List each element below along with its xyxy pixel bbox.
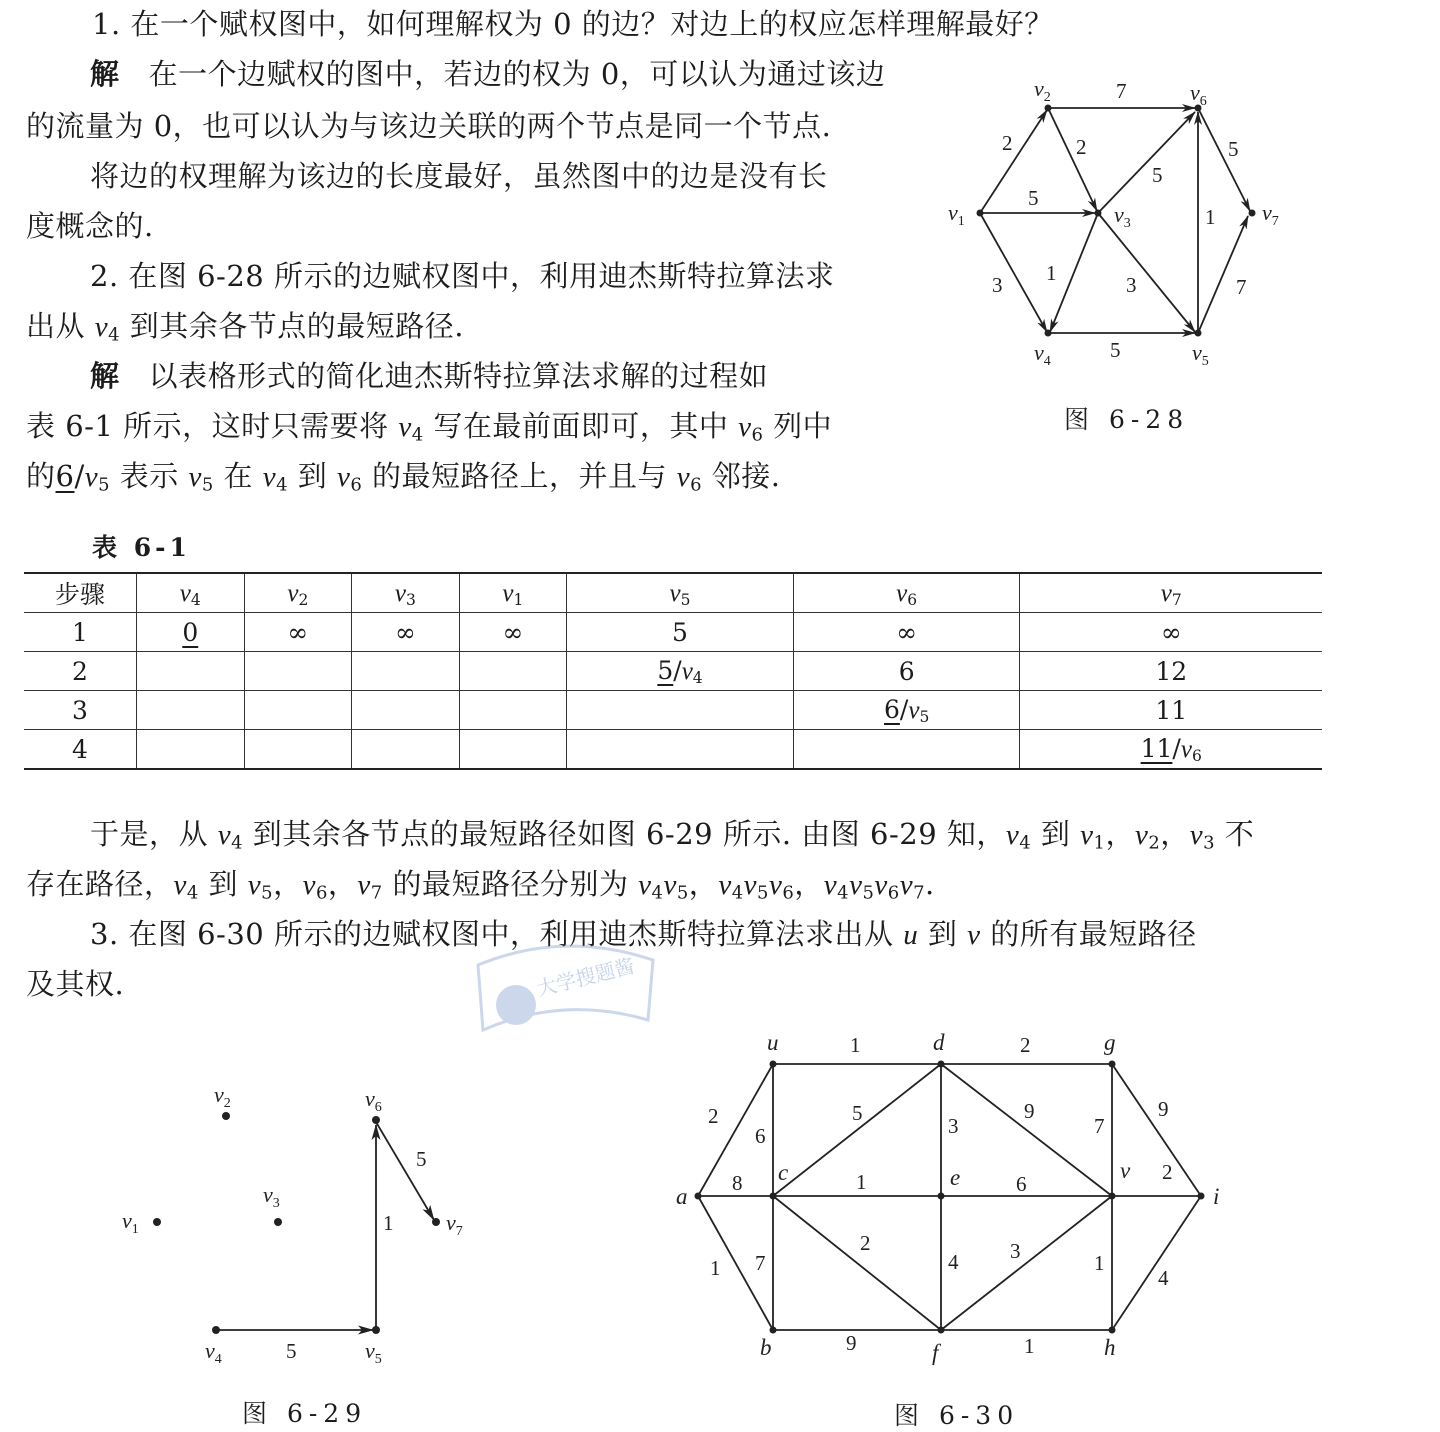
cell	[244, 652, 352, 691]
edge-v1-v4	[980, 213, 1047, 332]
weight-v2-v6: 7	[1116, 79, 1127, 103]
edge-v6-v7	[376, 1122, 434, 1220]
weight-v5-v7: 7	[1236, 275, 1247, 299]
node-v7	[1249, 210, 1256, 217]
text-span: 的	[26, 459, 56, 493]
cell	[137, 691, 245, 730]
weight-c-b: 7	[755, 1251, 766, 1275]
table-row	[24, 652, 1322, 691]
weight-v6-v7: 5	[416, 1147, 427, 1171]
cell	[137, 652, 245, 691]
weight-g-v: 7	[1094, 1114, 1105, 1138]
text-span: 到	[198, 867, 248, 901]
weight-v4-v5: 5	[1110, 338, 1121, 362]
cell: 5	[567, 613, 794, 652]
node-v7	[432, 1218, 440, 1226]
edge-v6-v7	[1198, 108, 1250, 211]
table-row	[24, 613, 1322, 652]
table-6-1-caption: 表 6-1	[92, 533, 191, 562]
weight-v1-v2: 2	[1002, 131, 1013, 155]
cell	[137, 613, 245, 652]
cell	[567, 691, 794, 730]
label-v3: $v_3$	[263, 1182, 280, 1211]
label-v7: $v_7$	[446, 1210, 463, 1239]
text-span: 到	[918, 917, 968, 951]
text-span: 在	[213, 459, 263, 493]
watermark-text: 大学搜题酱	[534, 953, 637, 1001]
weight-v5-v6: 1	[1205, 205, 1216, 229]
text-span: 邻接.	[702, 459, 781, 493]
weight-g-i: 9	[1158, 1097, 1169, 1121]
label-h: h	[1104, 1335, 1116, 1360]
edge-v3-v4	[1050, 213, 1098, 332]
cell: 3	[24, 691, 137, 730]
label-v7: $v_7$	[1262, 200, 1279, 229]
text-span: 到其余各节点的最短路径.	[120, 309, 464, 343]
after-line1: 于是，从 $v_4$ 到其余各节点的最短路径如图 6-29 所示. 由图 6-29 知，$v_4$ 到 $v_1$，$v_2$，$v_3$ 不	[90, 817, 1255, 854]
header-v7: $v_7$	[1020, 573, 1322, 613]
cell: 4	[24, 730, 137, 770]
cell-v7-final: $11/v_6$	[1020, 730, 1322, 770]
node-e	[938, 1193, 945, 1200]
header-v6: $v_6$	[793, 573, 1020, 613]
weight-v3-v4: 1	[1046, 261, 1057, 285]
text-span: 的最短路径分别为	[382, 867, 639, 901]
header-v4: $v_4$	[137, 573, 245, 613]
node-d	[938, 1061, 945, 1068]
label-v6: $v_6$	[365, 1086, 382, 1115]
label-v3: $v_3$	[1114, 202, 1131, 231]
label-a: a	[676, 1184, 688, 1209]
label-d: d	[933, 1030, 945, 1055]
node-u	[770, 1061, 777, 1068]
figure-6-30	[660, 1025, 1230, 1380]
edge-c-f	[773, 1196, 941, 1330]
cell	[567, 730, 794, 770]
weight-d-g: 2	[1020, 1033, 1031, 1057]
label-b: b	[760, 1335, 772, 1360]
label-v1: $v_1$	[948, 200, 965, 229]
text-span: 于是，从	[90, 817, 218, 851]
cell: 6	[793, 652, 1020, 691]
weight-u-c: 6	[755, 1124, 766, 1148]
text-span: 列中	[763, 409, 833, 443]
cell	[459, 691, 567, 730]
q2-line1: 2. 在图 6-28 所示的边赋权图中，利用迪杰斯特拉算法求	[90, 259, 835, 293]
weight-a-b: 1	[710, 1256, 721, 1280]
weight-e-v: 6	[1016, 1172, 1027, 1196]
node-v4	[212, 1326, 220, 1334]
weight-b-f: 9	[846, 1331, 857, 1355]
node-v	[1109, 1193, 1116, 1200]
weight-f-v: 3	[1010, 1239, 1021, 1263]
label-e: e	[950, 1165, 961, 1190]
node-v5	[372, 1326, 380, 1334]
weight-u-d: 1	[850, 1033, 861, 1057]
cell-value: 0	[182, 617, 199, 647]
cell: ∞	[793, 613, 1020, 652]
q2-line4: 表 6-1 所示，这时只需要将 $v_4$ 写在最前面即可，其中 $v_6$ 列中	[26, 409, 833, 446]
weight-c-d: 5	[852, 1101, 863, 1125]
label-v5: $v_5$	[365, 1338, 382, 1367]
weight-a-c: 8	[732, 1171, 743, 1195]
header-step: 步骤	[24, 573, 137, 613]
weight-a-u: 2	[708, 1104, 719, 1128]
text-span: 到其余各节点的最短路径如图 6-29 所示. 由图 6-29 知，	[243, 817, 1006, 851]
cell-v5-final: $5/v_4$	[567, 652, 794, 691]
q1-answer-line1	[90, 56, 885, 92]
header-v2: $v_2$	[244, 573, 352, 613]
text-span: 3. 在图 6-30 所示的边赋权图中，利用迪杰斯特拉算法求出从	[90, 917, 904, 951]
weight-v6-v7: 5	[1228, 137, 1239, 161]
weight-v-i: 2	[1162, 1160, 1173, 1184]
weight-v5-v6: 1	[383, 1211, 394, 1235]
weight-e-f: 4	[948, 1250, 959, 1274]
q1-answer-text: 在一个边赋权的图中，若边的权为 0，可以认为通过该边	[148, 57, 886, 91]
watermark-stamp	[468, 935, 658, 1040]
figure-6-30-caption: 图 6-30	[894, 1401, 1020, 1430]
text-span: 到	[288, 459, 337, 493]
label-v1: $v_1$	[122, 1208, 139, 1237]
weight-v4-v5: 5	[286, 1339, 297, 1363]
node-v5	[1195, 330, 1202, 337]
text-span: 存在路径，	[26, 867, 174, 901]
solution-label: 解	[90, 359, 120, 393]
cell	[137, 730, 245, 770]
weight-d-e: 3	[948, 1114, 959, 1138]
node-v1	[153, 1218, 161, 1226]
cell: 2	[24, 652, 137, 691]
edge-d-v	[941, 1064, 1112, 1196]
node-v2	[1045, 105, 1052, 112]
cell	[459, 652, 567, 691]
cell: 11	[1020, 691, 1322, 730]
q3-line1: 3. 在图 6-30 所示的边赋权图中，利用迪杰斯特拉算法求出从 u 到 v 的所有最短路径	[90, 917, 1197, 951]
weight-v3-v6: 5	[1152, 163, 1163, 187]
edge-i-h	[1112, 1196, 1201, 1330]
label-i: i	[1213, 1184, 1220, 1209]
label-g: g	[1104, 1030, 1116, 1055]
weight-v-h: 1	[1094, 1251, 1105, 1275]
node-g	[1109, 1061, 1116, 1068]
figure-6-29	[110, 1080, 490, 1380]
table-row	[24, 691, 1322, 730]
label-v6: $v_6$	[1190, 80, 1207, 109]
node-h	[1109, 1327, 1116, 1334]
cell: 1	[24, 613, 137, 652]
text-span: 以表格形式的简化迪杰斯特拉算法求解的过程如	[148, 359, 769, 393]
figure-6-29-caption: 图 6-29	[242, 1399, 368, 1428]
cell	[352, 691, 460, 730]
node-c	[770, 1193, 777, 1200]
node-v1	[977, 210, 984, 217]
node-a	[695, 1193, 702, 1200]
cell: ∞	[1020, 613, 1322, 652]
cell: ∞	[244, 613, 352, 652]
cell	[244, 691, 352, 730]
node-v2	[222, 1112, 230, 1120]
cell	[244, 730, 352, 770]
weight-d-v: 9	[1024, 1099, 1035, 1123]
cell	[352, 730, 460, 770]
header-v5: $v_5$	[567, 573, 794, 613]
cell	[793, 730, 1020, 770]
figure-6-28-caption: 图 6-28	[1064, 405, 1190, 434]
edge-f-v	[941, 1196, 1112, 1330]
label-v2: $v_2$	[1034, 76, 1051, 105]
node-v6	[372, 1116, 380, 1124]
label-v5: $v_5$	[1192, 340, 1209, 369]
weight-v2-v3: 2	[1076, 135, 1087, 159]
label-v4: $v_4$	[1034, 340, 1051, 369]
text-span: 不	[1215, 817, 1255, 851]
text-span: 出从	[26, 309, 95, 343]
q1-answer-line3: 将边的权理解为该边的长度最好，虽然图中的边是没有长	[90, 159, 828, 193]
header-v3: $v_3$	[352, 573, 460, 613]
figure-6-28	[940, 70, 1300, 380]
weight-f-h: 1	[1024, 1334, 1035, 1358]
q3-line2: 及其权.	[26, 967, 125, 1001]
weight-i-h: 4	[1158, 1266, 1169, 1290]
header-v1: $v_1$	[459, 573, 567, 613]
label-u: u	[767, 1030, 779, 1055]
label-v: v	[1120, 1158, 1131, 1183]
weight-v3-v5: 3	[1126, 273, 1137, 297]
label-v2: $v_2$	[214, 1082, 231, 1111]
q1-question: 1. 在一个赋权图中，如何理解权为 0 的边？对边上的权应怎样理解最好？	[92, 7, 1054, 41]
edge-v3-v5	[1098, 213, 1195, 332]
cell-v6-final: $6/v_5$	[793, 691, 1020, 730]
weight-c-e: 1	[856, 1170, 867, 1194]
table-header-row	[24, 573, 1322, 613]
text-span: 到	[1031, 817, 1081, 851]
q2-line5: 的$6/v_5$ 表示 $v_5$ 在 $v_4$ 到 $v_6$ 的最短路径上，并且与 $v_6$ 邻接.	[26, 459, 781, 496]
q1-answer-line4: 度概念的.	[26, 209, 154, 243]
watermark-logo	[496, 985, 536, 1025]
text-span: 的所有最短路径	[980, 917, 1197, 951]
cell: ∞	[459, 613, 567, 652]
node-f	[938, 1327, 945, 1334]
node-v3	[274, 1218, 282, 1226]
weight-c-f: 2	[860, 1231, 871, 1255]
text-span: /	[74, 459, 85, 493]
node-v3	[1095, 210, 1102, 217]
table-6-1	[24, 572, 1322, 770]
cell: ∞	[352, 613, 460, 652]
after-line2: 存在路径，$v_4$ 到 $v_5$，$v_6$，$v_7$ 的最短路径分别为 $v_4v_5$，$v_4v_5v_6$，$v_4v_5v_6v_7$.	[26, 867, 935, 904]
text-span: 表示	[110, 459, 189, 493]
q2-line3	[90, 358, 768, 394]
weight-v1-v3: 5	[1028, 186, 1039, 210]
weight-v1-v4: 3	[992, 273, 1003, 297]
solution-label: 解	[90, 57, 120, 91]
q1-answer-line2: 的流量为 0，也可以认为与该边关联的两个节点是同一个节点.	[26, 109, 832, 143]
text-span: 写在最前面即可，其中	[423, 409, 739, 443]
cell: 12	[1020, 652, 1322, 691]
node-v4	[1045, 330, 1052, 337]
text-span: 表 6-1 所示，这时只需要将	[26, 409, 399, 443]
label-v4: $v_4$	[205, 1338, 222, 1367]
q2-line2: 出从 $v_4$ 到其余各节点的最短路径.	[26, 309, 464, 346]
cell	[352, 652, 460, 691]
label-c: c	[778, 1160, 789, 1185]
node-b	[770, 1327, 777, 1334]
edge-v3-v6	[1098, 112, 1195, 213]
node-i	[1198, 1193, 1205, 1200]
table-row	[24, 730, 1322, 770]
label-f: f	[932, 1340, 939, 1365]
edge-v2-v3	[1048, 108, 1097, 211]
cell	[459, 730, 567, 770]
text-span: 的最短路径上，并且与	[362, 459, 677, 493]
